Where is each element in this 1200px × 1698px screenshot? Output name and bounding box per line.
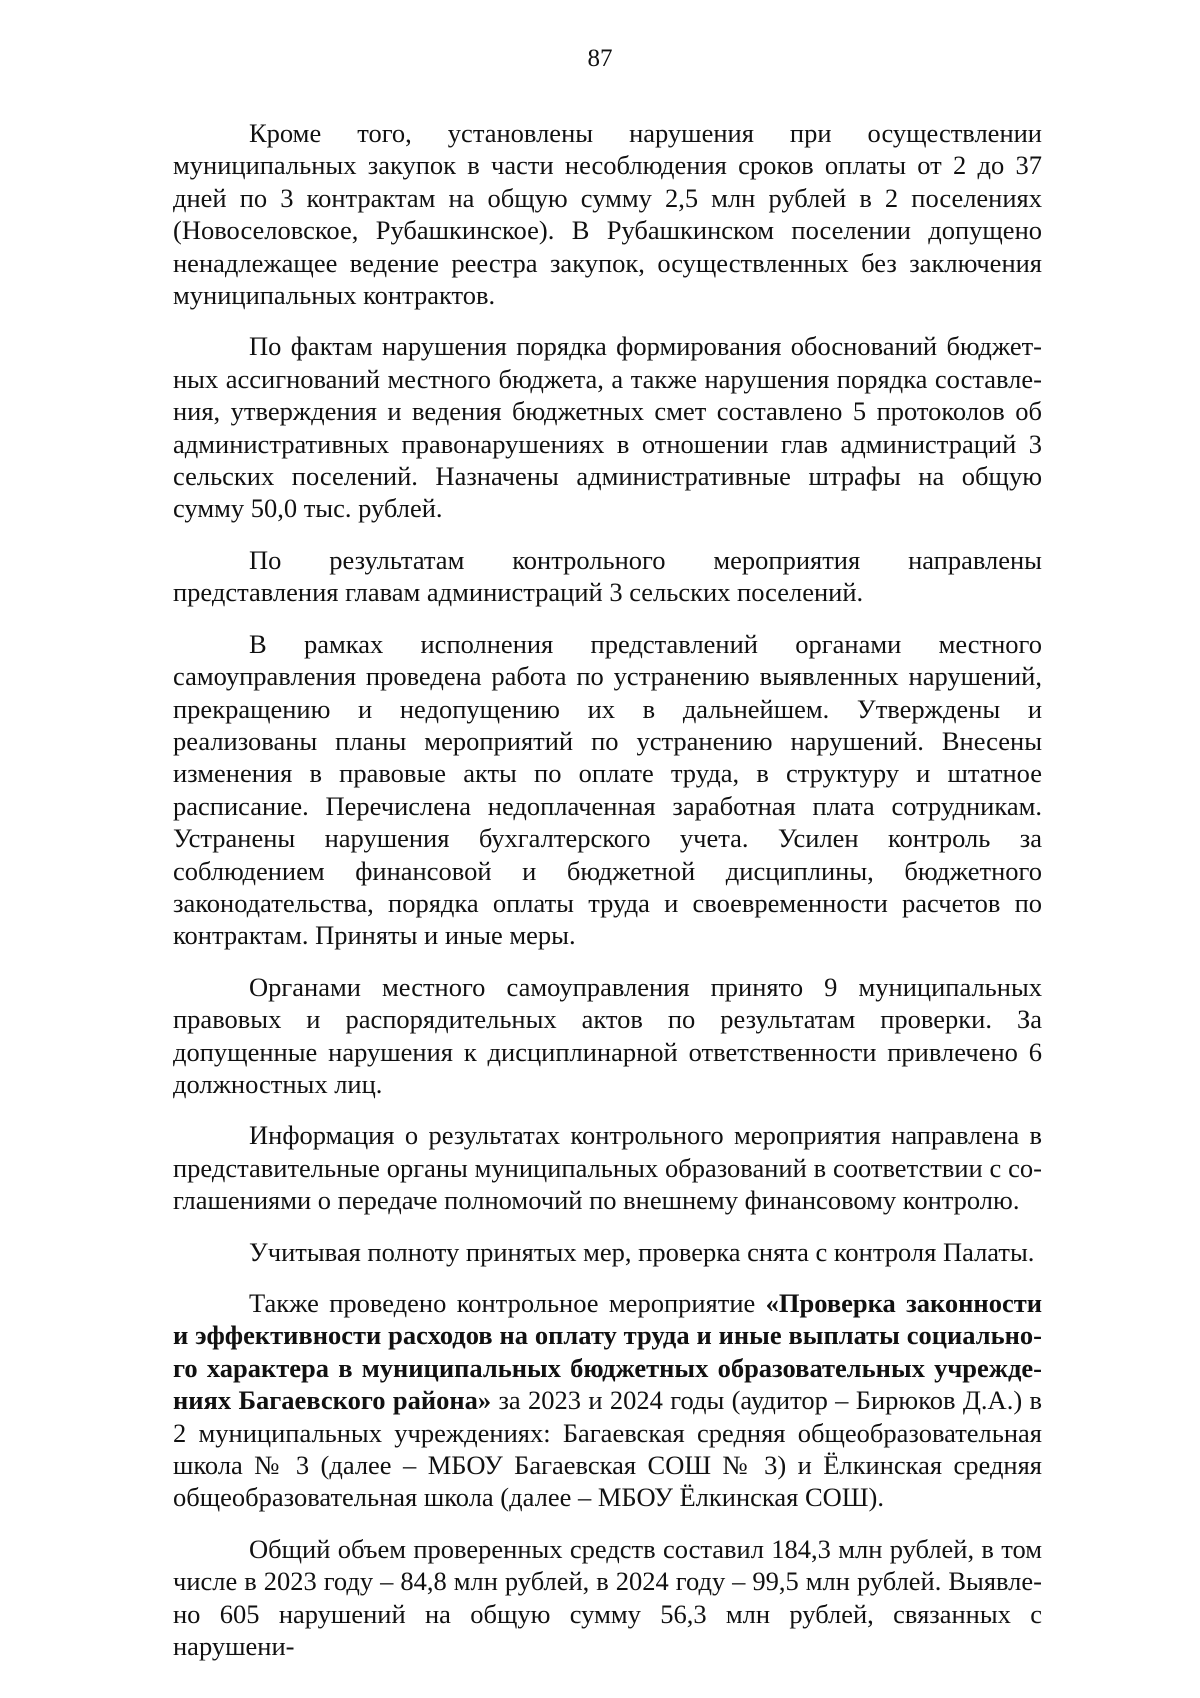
paragraph-audit-volume: Общий объем проверенных средств составил 184,3 млн рублей, в том числе в 2023 году – 84,8 млн рублей, в 2024 году – 99,5 млн рублей. Выявлено 605 нарушений на общую сумму 56,3 млн рублей, связанных с нарушени- [173, 1533, 1042, 1662]
paragraph-procurement-violations: Кроме того, установлены нарушения при осуществлении муниципальных закупок в части несоблюдения сроков оплаты от 2 до 37 дней по 3 контрактам на общую сумму 2,5 млн рублей в 2 поселениях (Новоселовское, Рубашкинское). В Рубашкинском поселении допущено ненадлежащее ведение реестра закупок, осуществленных без заключения муниципальных контрактов. [173, 118, 1042, 311]
page-number: 87 [587, 45, 613, 72]
paragraph-legal-acts: Органами местного самоуправления принято 9 муниципальных правовых и распорядительных актов по результатам проверки. За допущенные нарушения к дисциплинарной ответственности привлечено 6 должностных лиц. [173, 971, 1042, 1099]
paragraph-administrative-protocols: По фактам нарушения порядка формирования обоснований бюджетных ассигнований местного бюджета, а также нарушения порядка составления, утверждения и ведения бюджетных смет составлено 5 протоколов об административных правонарушениях в отношении глав администраций 3 сельских поселений. Назначены административные штрафы на общую сумму 50,0 тыс. рублей. [173, 331, 1042, 524]
paragraph-new-audit [173, 1287, 1042, 1514]
paragraph-representations-sent: По результатам контрольного мероприятия направлены представления главам администраций 3 сельских поселений. [173, 544, 1042, 608]
paragraph-new-audit-details: за 2023 и 2024 годы (аудитор – Бирюков Д.А.) в 2 муниципальных учреждениях: Багаевская средняя общеобразовательная школа № 3 (далее – МБОУ Багаевская СОШ № 3) и Ёлкинская средняя общеобразовательная школа (далее – МБОУ Ёлкинская СОШ). [173, 1385, 1043, 1513]
paragraph-information-sent: Информация о результатах контрольного мероприятия направлена в представительные органы муниципальных образований в соответствии с соглашениями о передаче полномочий по внешнему финансовому контролю. [173, 1120, 1042, 1216]
paragraph-new-audit-intro: Также проведено контрольное мероприятие [249, 1288, 766, 1318]
page-content [173, 117, 1042, 1681]
audit-title: «Проверка законности и эффективности расходов на оплату труда и иные выплаты социального характера в муниципальных бюджетных образовательных учреждениях Багаевского района» [173, 1288, 1042, 1416]
paragraph-measures-taken: В рамках исполнения представлений органами местного самоуправления проведена работа по устранению выявленных нарушений, прекращению и недопущению их в дальнейшем. Утверждены и реализованы планы мероприятий по устранению нарушений. Внесены изменения в правовые акты по оплате труда, в структуру и штатное расписание. Перечислена недоплаченная заработная плата сотрудникам. Устранены нарушения бухгалтерского учета. Усилен контроль за соблюдением финансовой и бюджетной дисциплины, бюджетного законодательства, порядка оплаты труда и своевременности расчетов по контрактам. Приняты и иные меры. [173, 628, 1042, 951]
paragraph-control-removed: Учитывая полноту принятых мер, проверка снята с контроля Палаты. [249, 1236, 1035, 1267]
